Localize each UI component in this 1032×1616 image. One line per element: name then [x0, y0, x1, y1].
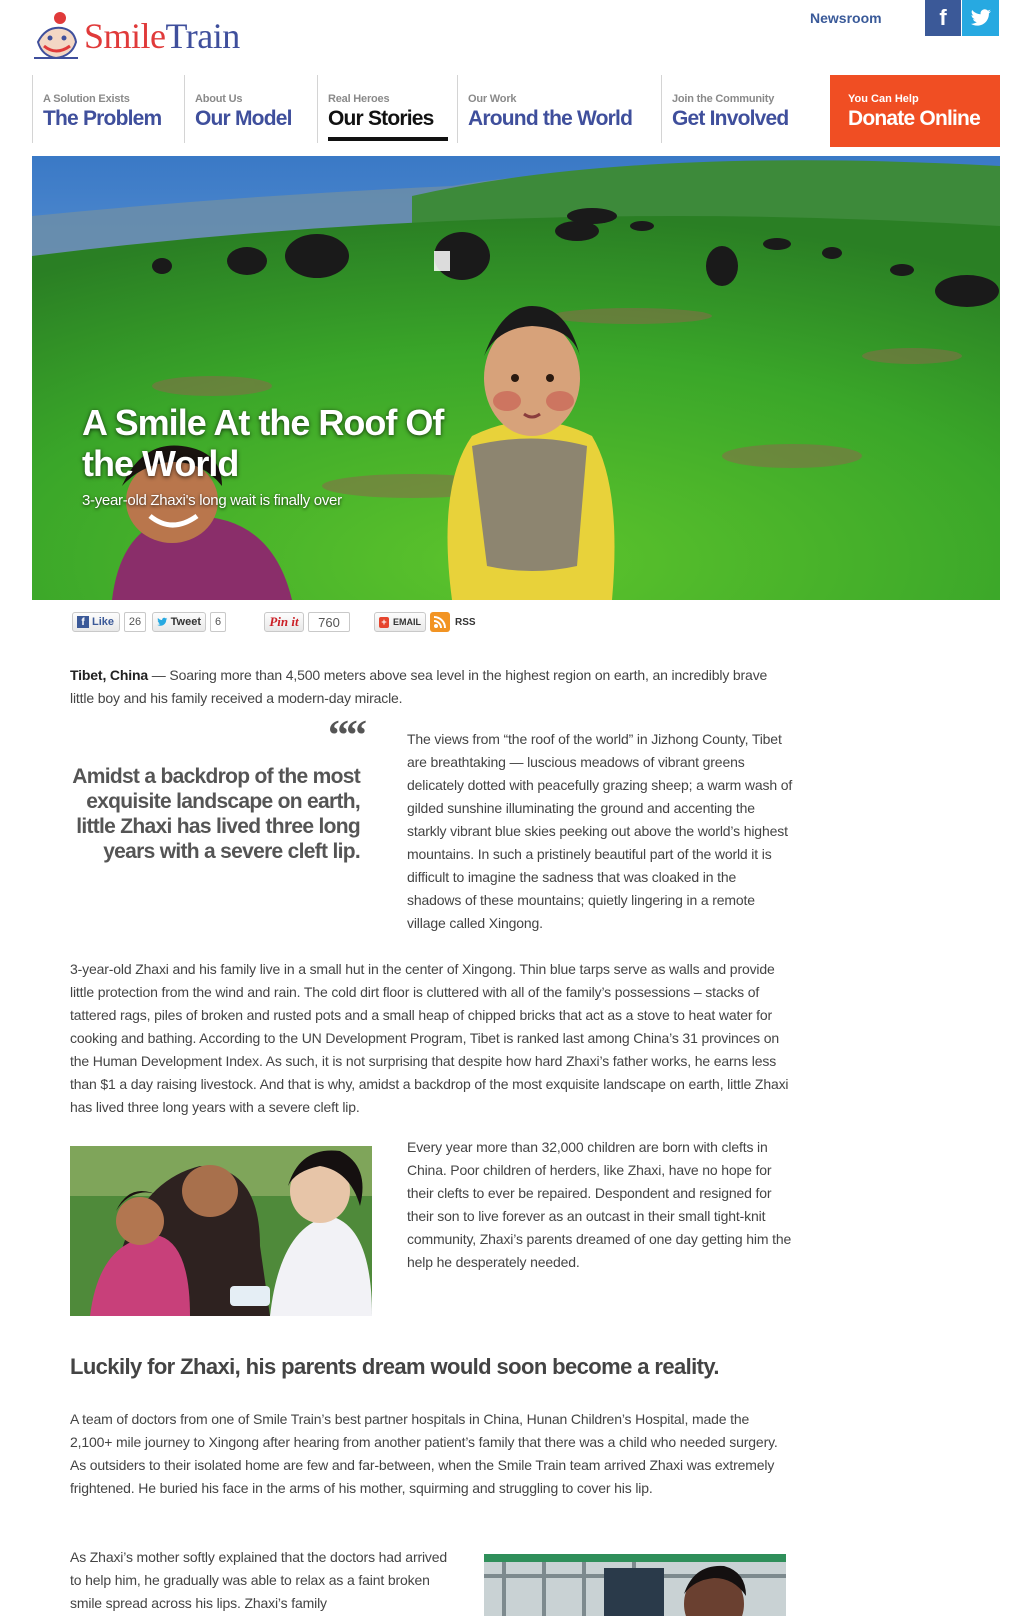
smile-train-logo-icon: [32, 8, 82, 64]
email-share-button[interactable]: [374, 612, 426, 632]
rss-link[interactable]: [430, 612, 476, 632]
rss-label: RSS: [455, 616, 476, 628]
twitter-icon: [970, 9, 992, 27]
like-label: Like: [92, 616, 115, 628]
nav-label: Our Model: [195, 107, 292, 130]
article-paragraph-3: Every year more than 32,000 children are born with clefts in China. Poor children of herders, like Zhaxi, have no hope for their clefts to ever be repaired. Despondent and resigned for their son to live forever as an outcast in their small tight-knit community, Zhaxi’s parents dreamed of one day getting him the help he desperately needed.: [407, 1139, 792, 1270]
donate-kicker: You Can Help: [848, 93, 919, 105]
family-photo: [70, 1146, 372, 1316]
article-paragraph-1: The views from “the roof of the world” in Jizhong County, Tibet are breathtaking — luscious meadows of vibrant greens delicately dotted with peacefully grazing sheep; a warm wash of gilded sunshine illuminating the ground and accenting the starkly vibrant blue skies peeking out above the world’s highest mountains. In such a pristinely beautiful part of the world it is difficult to imagine the sadness that was cloaked in the shadows of these mountains; quietly lingering in a remote village called Xingong.: [407, 731, 793, 931]
hero-title: A Smile At the Roof Of the World: [82, 402, 444, 484]
nav-kicker: Our Work: [468, 93, 517, 105]
nav-label: Get Involved: [672, 107, 789, 130]
donate-label: Donate Online: [848, 107, 980, 130]
quote-icon: ““: [328, 713, 364, 759]
active-nav-underline: [328, 137, 448, 141]
email-label: EMAIL: [393, 617, 421, 627]
article-paragraph-5: As Zhaxi’s mother softly explained that the doctors had arrived to help him, he gradually was able to relax as a faint broken smile spread across his lips. Zhaxi’s family: [70, 1549, 448, 1611]
nav-label: The Problem: [43, 107, 162, 130]
donate-online-button[interactable]: [830, 75, 1000, 147]
nav-our-model[interactable]: [184, 75, 317, 143]
like-count: 26: [124, 612, 146, 632]
tweet-button[interactable]: [152, 612, 206, 632]
nav-kicker: A Solution Exists: [43, 93, 130, 105]
facebook-like-button[interactable]: [72, 612, 120, 632]
twitter-bird-icon: [157, 617, 168, 627]
tweet-count: 6: [210, 612, 226, 632]
share-bar: [72, 612, 672, 634]
hospital-photo-image: [484, 1554, 786, 1616]
facebook-icon: f: [77, 616, 89, 628]
tweet-label: Tweet: [170, 616, 201, 628]
nav-kicker: Real Heroes: [328, 93, 390, 105]
nav-label: Around the World: [468, 107, 633, 130]
article-paragraph-2: 3-year-old Zhaxi and his family live in a small hut in the center of Xingong. Thin blue tarps serve as walls and provide little protection from the wind and rain. The cold dirt floor is cluttered with all of the family’s possessions – stacks of tattered rags, piles of broken and rusted pots and a small heap of chipped bricks that act as a stove to heat water for cooking and bathing. According to the UN Development Program, Tibet is ranked last among China’s 31 provinces on the Human Development Index. As such, it is not surprising that despite how hard Zhaxi’s father works, he earns less than $1 a day raising livestock. And that is why, amidst a backdrop of the most exquisite landscape on earth, little Zhaxi has lived three long years with a severe cleft lip.: [70, 961, 789, 1115]
nav-kicker: About Us: [195, 93, 243, 105]
family-photo-image: [70, 1146, 372, 1316]
section-heading: Luckily for Zhaxi, his parents dream would soon become a reality.: [70, 1354, 719, 1379]
lead-location: Tibet, China: [70, 667, 149, 683]
nav-the-problem[interactable]: [32, 75, 184, 143]
lead-text: — Soaring more than 4,500 meters above sea level in the highest region on earth, an incredibly brave little boy and his family received a modern-day miracle.: [70, 667, 768, 706]
nav-kicker: Join the Community: [672, 93, 775, 105]
facebook-icon: f: [939, 5, 947, 30]
twitter-button[interactable]: [962, 0, 999, 36]
email-icon: +: [379, 617, 389, 628]
nav-around-the-world[interactable]: [457, 75, 661, 143]
hero-photo: [32, 156, 1000, 600]
nav-label: Our Stories: [328, 107, 434, 130]
brand-train: Train: [165, 16, 240, 56]
hero-subtitle: 3-year-old Zhaxi's long wait is finally over: [82, 492, 342, 509]
rss-icon: [430, 612, 450, 632]
nav-get-involved[interactable]: [661, 75, 830, 143]
pull-quote: Amidst a backdrop of the most exquisite landscape on earth, little Zhaxi has lived three long years with a severe cleft lip.: [72, 765, 360, 863]
main-nav: [32, 75, 1000, 147]
pin-it-label: Pin it: [269, 614, 299, 629]
pinterest-button[interactable]: [264, 612, 304, 632]
site-logo[interactable]: [32, 8, 272, 64]
newsroom-link[interactable]: Newsroom: [810, 10, 882, 26]
nav-our-stories[interactable]: [317, 75, 457, 143]
article-paragraph-4: A team of doctors from one of Smile Train’s best partner hospitals in China, Hunan Children’s Hospital, made the 2,100+ mile journey to Xingong after hearing from another patient’s family that there was a child who needed surgery. As outsiders to their isolated home are few and far-between, when the Smile Train team arrived Zhaxi was extremely frightened. He buried his face in the arms of his mother, squirming and struggling to cover his lip.: [70, 1411, 778, 1496]
article-lead: [70, 664, 790, 710]
hero-banner[interactable]: [32, 156, 1000, 600]
brand-smile: Smile: [84, 16, 166, 56]
hospital-photo: [484, 1554, 786, 1616]
facebook-button[interactable]: [925, 0, 961, 36]
pin-count: 760: [308, 612, 350, 632]
